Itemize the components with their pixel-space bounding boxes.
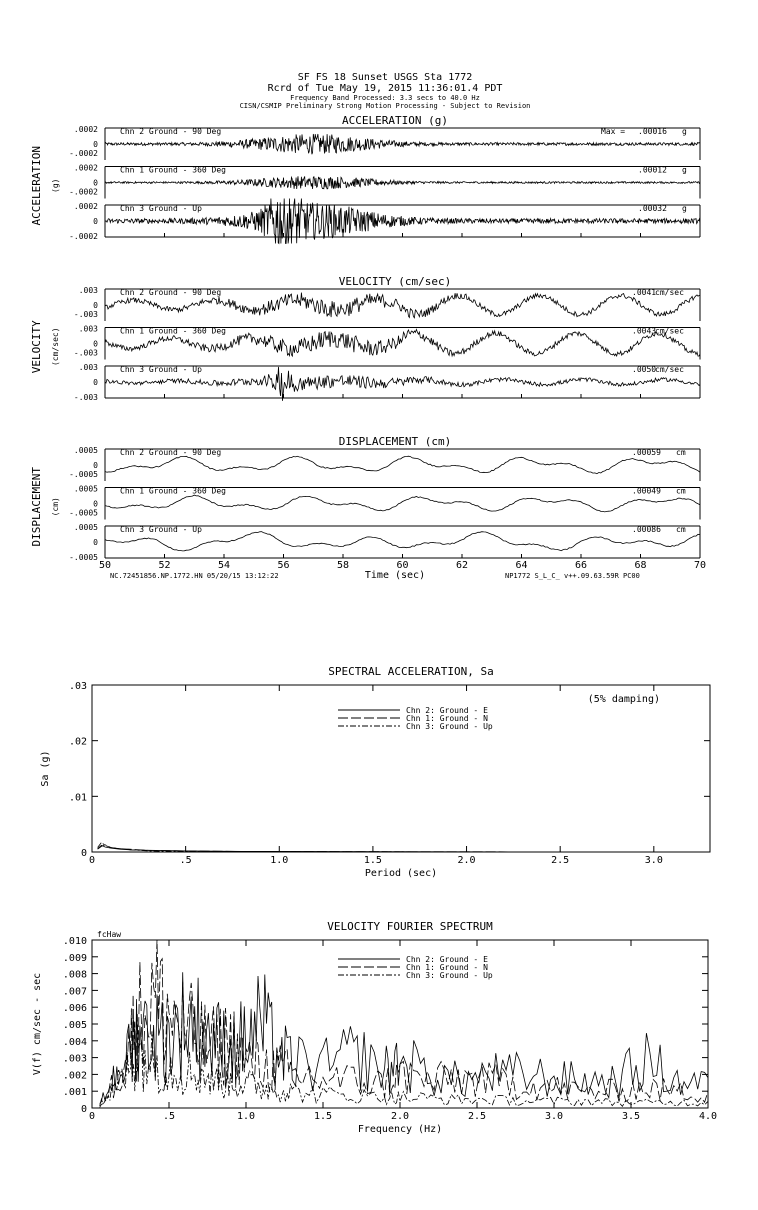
x-axis-label: Time (sec) [364,570,426,581]
x-tick-label: 60 [396,560,409,571]
x-tick-label: 1.0 [236,1111,256,1122]
channel-label: Chn 1 Ground - 360 Deg [120,486,226,496]
header-band: Frequency Band Processed: 3.3 secs to 40.0 Hz [290,94,480,102]
max-value: .00049 [632,486,661,496]
max-unit: cm/sec [655,365,684,374]
velocity-panel [30,275,700,402]
y-tick-label: .003 [78,363,98,372]
y-tick-label: .01 [68,792,87,804]
x-tick-label: 62 [455,560,469,571]
spectral-acceleration-chart [40,665,710,879]
y-tick-label: -.0005 [69,553,98,562]
legend-label: Chn 2: Ground - E [406,706,488,715]
max-value: .00012 [638,165,667,175]
legend-label: Chn 3: Ground - Up [406,971,493,980]
x-tick-label: 52 [158,560,171,571]
x-tick-label: 54 [217,560,231,571]
max-unit: cm [676,486,686,496]
x-axis-label: Period (sec) [364,868,438,879]
y-tick-label: 0 [93,178,98,188]
max-value: .00086 [632,525,661,534]
y-tick-label: .006 [62,1003,87,1015]
x-tick-label: 1.5 [313,1111,333,1122]
y-tick-label: 0 [93,339,98,349]
channel-label: Chn 2 Ground - 90 Deg [120,448,222,457]
max-value: .00016 [638,127,667,136]
x-tick-label: .5 [162,1111,176,1122]
panel-yunit: (cm/sec) [51,327,60,367]
max-unit: g [682,204,687,213]
chart-title: SPECTRAL ACCELERATION, Sa [328,665,494,678]
header-station: SF FS 18 Sunset USGS Sta 1772 [297,72,473,83]
plot-frame [92,685,710,852]
channel-label: Chn 2 Ground - 90 Deg [120,127,222,136]
y-tick-label: -.0002 [69,187,98,197]
panel-yunit: (cm) [51,497,60,517]
y-tick-label: .007 [62,986,87,998]
x-tick-label: 1.5 [363,855,382,866]
y-tick-label: .03 [68,681,87,692]
fourier-spectrum-chart [32,920,717,1135]
channel-label: Chn 1 Ground - 360 Deg [120,326,226,336]
y-tick-label: -.003 [73,310,98,319]
panel-title: ACCELERATION (g) [342,114,448,127]
x-tick-label: 2.5 [551,855,570,866]
panel-title: DISPLACEMENT (cm) [338,435,452,448]
y-tick-label: .0002 [73,202,98,211]
x-tick-label: 68 [634,560,647,571]
y-axis-label: V(f) cm/sec - sec [32,972,43,1076]
x-tick-label: 0 [88,1111,96,1122]
channel-label: Chn 3 Ground - Up [120,204,202,213]
y-tick-label: 0 [93,378,98,387]
displacement-panel [30,435,706,581]
y-tick-label: 0 [93,499,98,509]
y-tick-label: .0005 [73,484,98,494]
x-tick-label: .5 [179,855,192,866]
channel-label: Chn 3 Ground - Up [120,365,202,374]
spectrum-series [98,843,710,852]
panel-ylabel: ACCELERATION [30,146,43,226]
panel-yunit: (g) [51,178,60,193]
panel-ylabel: DISPLACEMENT [30,467,43,547]
y-tick-label: .0005 [73,523,98,532]
time-history-trace [105,176,700,189]
y-tick-label: -.0002 [69,232,98,241]
footer-left: NC.72451856.NP.1772.HN 05/20/15 13:12:22 [110,572,279,580]
max-value: .0043 [632,326,657,336]
x-tick-label: 64 [515,560,528,571]
footer-right: NP1772 S_L_C_ v++.09.63.59R PC00 [505,572,640,580]
x-tick-label: 3.0 [644,855,663,866]
x-tick-label: 50 [98,560,112,571]
y-tick-label: 0 [93,140,98,149]
x-tick-label: 2.0 [390,1111,410,1122]
y-tick-label: 0 [93,217,98,226]
y-tick-label: 0 [93,301,98,310]
y-tick-label: 0 [93,461,98,470]
x-tick-label: 3.5 [621,1111,641,1122]
acceleration-panel [30,114,700,244]
legend-label: Chn 3: Ground - Up [406,722,493,731]
max-value: .00059 [632,448,661,457]
damping-note: (5% damping) [587,694,660,705]
y-tick-label: .002 [62,1070,87,1082]
channel-label: Chn 2 Ground - 90 Deg [120,288,222,297]
y-tick-label: -.003 [73,348,98,358]
channel-label: Chn 1 Ground - 360 Deg [120,165,226,175]
y-tick-label: .0002 [73,125,98,134]
x-tick-label: 4.0 [698,1111,718,1122]
y-tick-label: .009 [62,952,87,964]
y-tick-label: .003 [78,286,98,295]
x-tick-label: 2.0 [457,855,476,866]
x-axis-label: Frequency (Hz) [357,1124,443,1135]
legend-label: Chn 2: Ground - E [406,955,488,964]
time-history-trace [105,532,700,551]
y-tick-label: -.003 [73,393,98,402]
x-tick-label: 66 [574,560,588,571]
y-tick-label: .0002 [73,163,98,173]
y-tick-label: .003 [78,324,98,334]
y-tick-label: -.0005 [69,508,98,518]
y-axis-label: Sa (g) [40,750,51,787]
y-tick-label: .010 [62,936,87,947]
max-unit: cm [676,525,686,534]
y-tick-label: 0 [80,1104,87,1115]
x-tick-label: 70 [693,560,707,571]
x-tick-label: 0 [88,855,96,866]
max-value: .0041 [632,288,657,297]
legend-label: Chn 1: Ground - N [406,714,488,723]
max-unit: cm/sec [655,288,684,297]
y-tick-label: .008 [62,969,87,981]
max-label: Max = [601,127,626,136]
panel-title: VELOCITY (cm/sec) [338,275,452,288]
time-history-trace [105,495,700,512]
y-tick-label: -.0005 [69,470,98,479]
y-tick-label: .001 [62,1087,87,1099]
y-tick-label: .004 [62,1036,87,1048]
x-tick-label: 2.5 [467,1111,487,1122]
header-record: Rcrd of Tue May 19, 2015 11:36:01.4 PDT [267,83,503,94]
spectrum-series [98,845,710,852]
corner-label: fcHaw [97,930,122,939]
legend-label: Chn 1: Ground - N [406,963,488,972]
x-tick-label: 3.0 [544,1111,564,1122]
y-tick-label: -.0002 [69,149,98,158]
y-tick-label: .0005 [73,446,98,455]
max-value: .0050 [632,365,657,374]
max-unit: g [682,127,687,136]
max-unit: g [682,165,687,175]
chart-title: VELOCITY FOURIER SPECTRUM [327,920,493,933]
x-tick-label: 1.0 [270,855,289,866]
header-note: CISN/CSMIP Preliminary Strong Motion Processing - Subject to Revision [239,102,531,110]
y-tick-label: 0 [80,848,87,859]
y-tick-label: .005 [62,1020,87,1031]
spectrum-series [100,972,708,1103]
y-tick-label: .02 [68,736,87,748]
channel-label: Chn 3 Ground - Up [120,525,202,534]
max-value: .00032 [638,204,667,213]
x-tick-label: 58 [336,560,350,571]
y-tick-label: .003 [62,1053,87,1065]
spectrum-series [100,940,708,1106]
time-history-trace [105,456,700,474]
max-unit: cm/sec [655,326,684,336]
x-tick-label: 56 [277,560,290,571]
y-tick-label: 0 [93,538,98,547]
max-unit: cm [676,448,686,457]
panel-ylabel: VELOCITY [30,320,43,374]
time-history-trace [105,134,700,154]
